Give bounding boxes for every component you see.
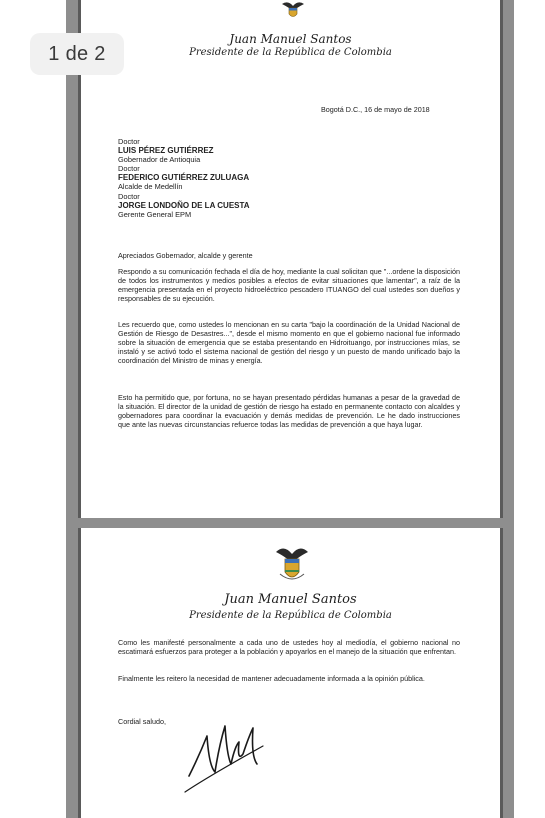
- recipient-prefix: Doctor: [118, 137, 140, 146]
- letterhead-name: Juan Manuel Santos: [224, 592, 357, 607]
- recipient-position: Gobernador de Antioquia: [118, 155, 201, 165]
- coat-of-arms-icon: [274, 544, 310, 586]
- recipient-name: LUIS PÉREZ GUTIÉRREZ: [118, 146, 214, 156]
- letterhead-title: Presidente de la República de Colombia: [189, 610, 392, 621]
- recipient-prefix: Doctor: [118, 191, 140, 201]
- letter-closing: Cordial saludo,: [118, 717, 166, 726]
- recipient-position: Gerente General EPM: [118, 209, 192, 219]
- coat-of-arms-icon: [280, 0, 306, 20]
- recipient-prefix: Doctor: [118, 164, 140, 174]
- recipient-block: [118, 137, 250, 219]
- letter-paragraph: Les recuerdo que, como ustedes lo mencionan en su carta "bajo la coordinación de la Unidad Nacional de Gestión de Riesgo de Desastres...", desde el mismo momento en que el gobierno nacional fue informado sobre la situación de emergencia que se estaba presentando en Hidroituango, por instrucciones mías, se instaló y se activó todo el sistema nacional de gestión del riesgo y un puesto de mando unificado bajo la coordinación del Ministro de minas y energía.: [118, 320, 460, 365]
- page-indicator: 1 de 2: [30, 33, 124, 75]
- recipient-name: JORGE LONDOÑO DE LA CUESTA: [118, 200, 250, 210]
- letter-page-1: [81, 0, 500, 518]
- letter-paragraph: Como les manifesté personalmente a cada uno de ustedes hoy al mediodía, el gobierno nacional no escatimará esfuerzos para proteger a la población y apoyarlos en el manejo de la situación que enfrentan.: [118, 638, 460, 656]
- recipient-name: FEDERICO GUTIÉRREZ ZULUAGA: [118, 173, 250, 183]
- page-edge-shadow-right: [500, 0, 503, 818]
- recipient-position: Alcalde de Medellín: [118, 182, 183, 192]
- handwritten-signature: [179, 706, 269, 796]
- page-separator: [66, 518, 514, 528]
- letter-paragraph: Esto ha permitido que, por fortuna, no se hayan presentado pérdidas humanas a pesar de la gravedad de la situación. El director de la unidad de gestión de riesgo ha estado en permanente contacto con alcaldes y gobernadores para coordinar la evacuación y demás medidas de prevención. Le he dado instrucciones que ante las nuevas circunstancias refuerce todas las medidas de prevención a que haya lugar.: [118, 393, 460, 429]
- letter-paragraph: Finalmente les reitero la necesidad de mantener adecuadamente informada a la opinión pública.: [118, 674, 425, 683]
- letter-date: Bogotá D.C., 16 de mayo de 2018: [321, 105, 430, 114]
- letterhead-title: Presidente de la República de Colombia: [189, 47, 392, 58]
- letterhead-name: Juan Manuel Santos: [229, 32, 352, 46]
- letter-greeting: Apreciados Gobernador, alcalde y gerente: [118, 251, 253, 260]
- letter-page-2: [81, 528, 500, 818]
- letter-paragraph: Respondo a su comunicación fechada el día de hoy, mediante la cual solicitan que "...ordene la disposición de todos los instrumentos y medios posibles a efectos de evitar situaciones que lamentar", a raíz de la emergencia presentada en el proyecto hidroeléctrico pescadero ITUANGO del cual ustedes son dueños y responsables de su ejecución.: [118, 267, 460, 303]
